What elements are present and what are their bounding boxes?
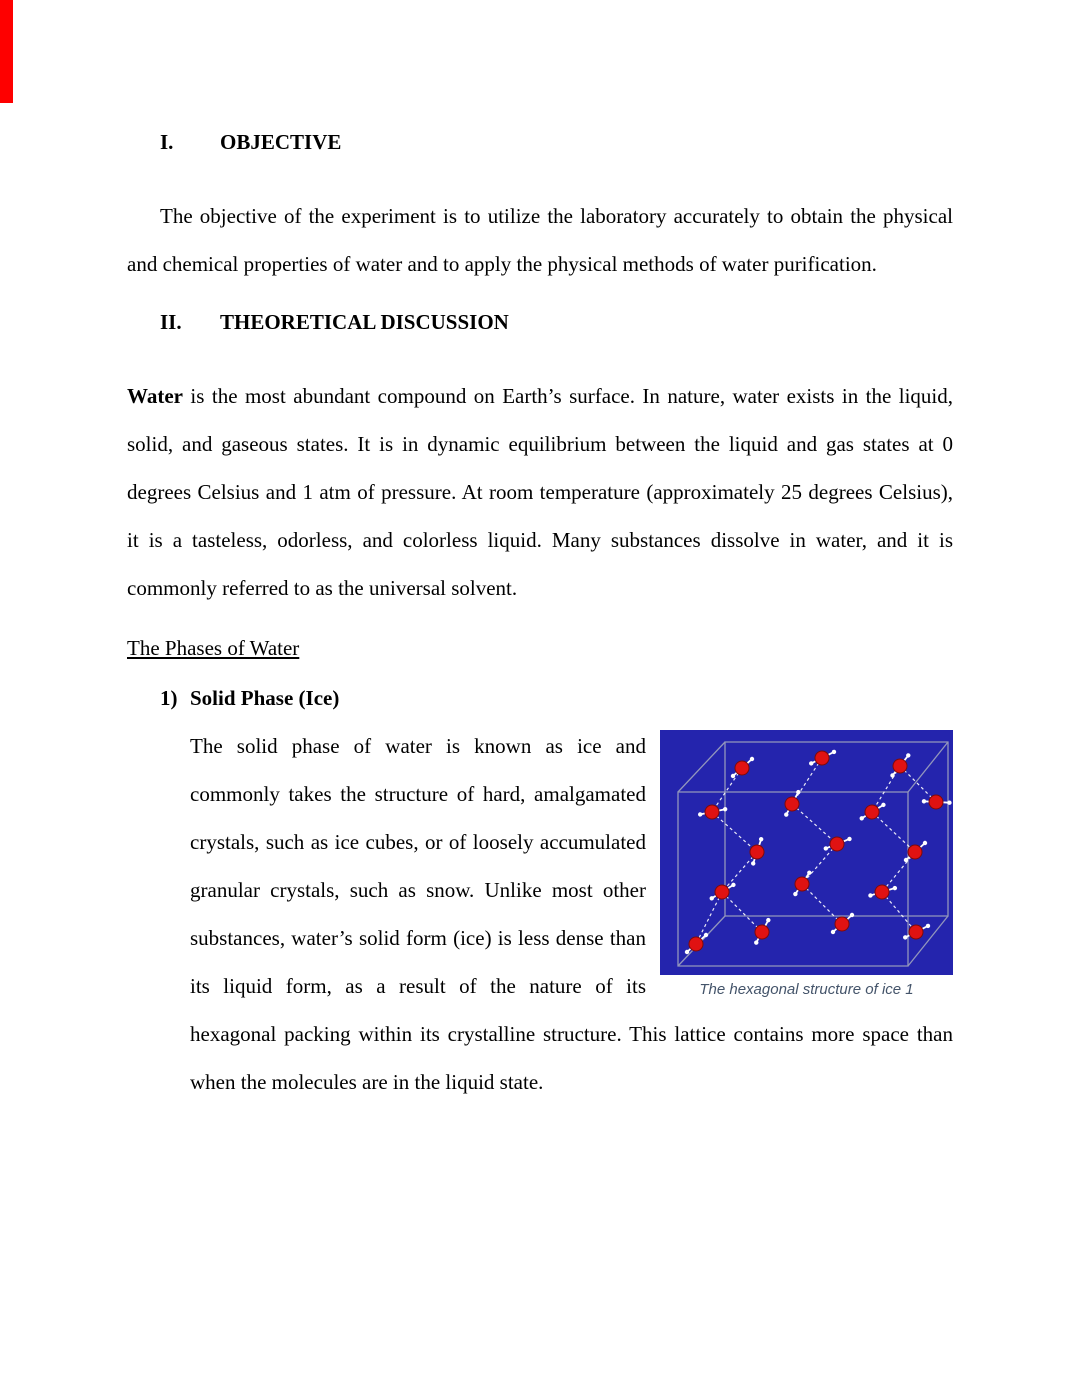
section-title-theoretical: THEORETICAL DISCUSSION bbox=[220, 310, 509, 334]
objective-paragraph: The objective of the experiment is to utilize the laboratory accurately to obtain the physical and chemical properties of water and to apply the physical methods of water purification. bbox=[127, 204, 953, 276]
solid-phase-paragraph-text: The solid phase of water is known as ice and commonly takes the structure of hard, amalgamated crystals, such as ice cubes, or of loosely accumulated granular crystals, such as snow. Unlike most other substances, water’s solid form (ice) is less dense than its liquid form, as a result of the nature of its hexagonal packing within its crystalline structure. This lattice contains more space than when the molecules are in the liquid state. bbox=[190, 734, 953, 1094]
ice-structure-figure bbox=[660, 730, 953, 1000]
section-numeral-theoretical: II. bbox=[160, 310, 182, 334]
solid-phase-paragraph bbox=[190, 722, 953, 1106]
phases-subheading: The Phases of Water bbox=[127, 636, 300, 660]
figure-caption: The hexagonal structure of ice 1 bbox=[699, 981, 914, 998]
ice-lattice-image bbox=[660, 730, 953, 975]
bold-lead-word: Water bbox=[127, 384, 183, 408]
section-heading-objective bbox=[127, 128, 953, 156]
list-item-title-text: Solid Phase (Ice) bbox=[190, 686, 340, 710]
section-title-objective: OBJECTIVE bbox=[220, 130, 342, 154]
section-numeral-objective: I. bbox=[160, 130, 174, 154]
page-edge-red-strip bbox=[0, 0, 13, 103]
list-item-solid-phase-title bbox=[127, 684, 953, 712]
list-item-marker: 1) bbox=[160, 686, 178, 710]
theoretical-paragraph-text: is the most abundant compound on Earth’s surface. In nature, water exists in the liquid, solid, and gaseous states. It is in dynamic equilibrium between the liquid and gas states at 0 degrees Celsius and 1 atm of pressure. At room temperature (approximately 25 degrees Celsius), it is a tasteless, odorless, and colorless liquid. Many substances dissolve in water, and it is commonly referred to as the universal solvent. bbox=[127, 384, 953, 600]
section-heading-theoretical bbox=[127, 308, 953, 336]
theoretical-paragraph bbox=[127, 372, 953, 612]
